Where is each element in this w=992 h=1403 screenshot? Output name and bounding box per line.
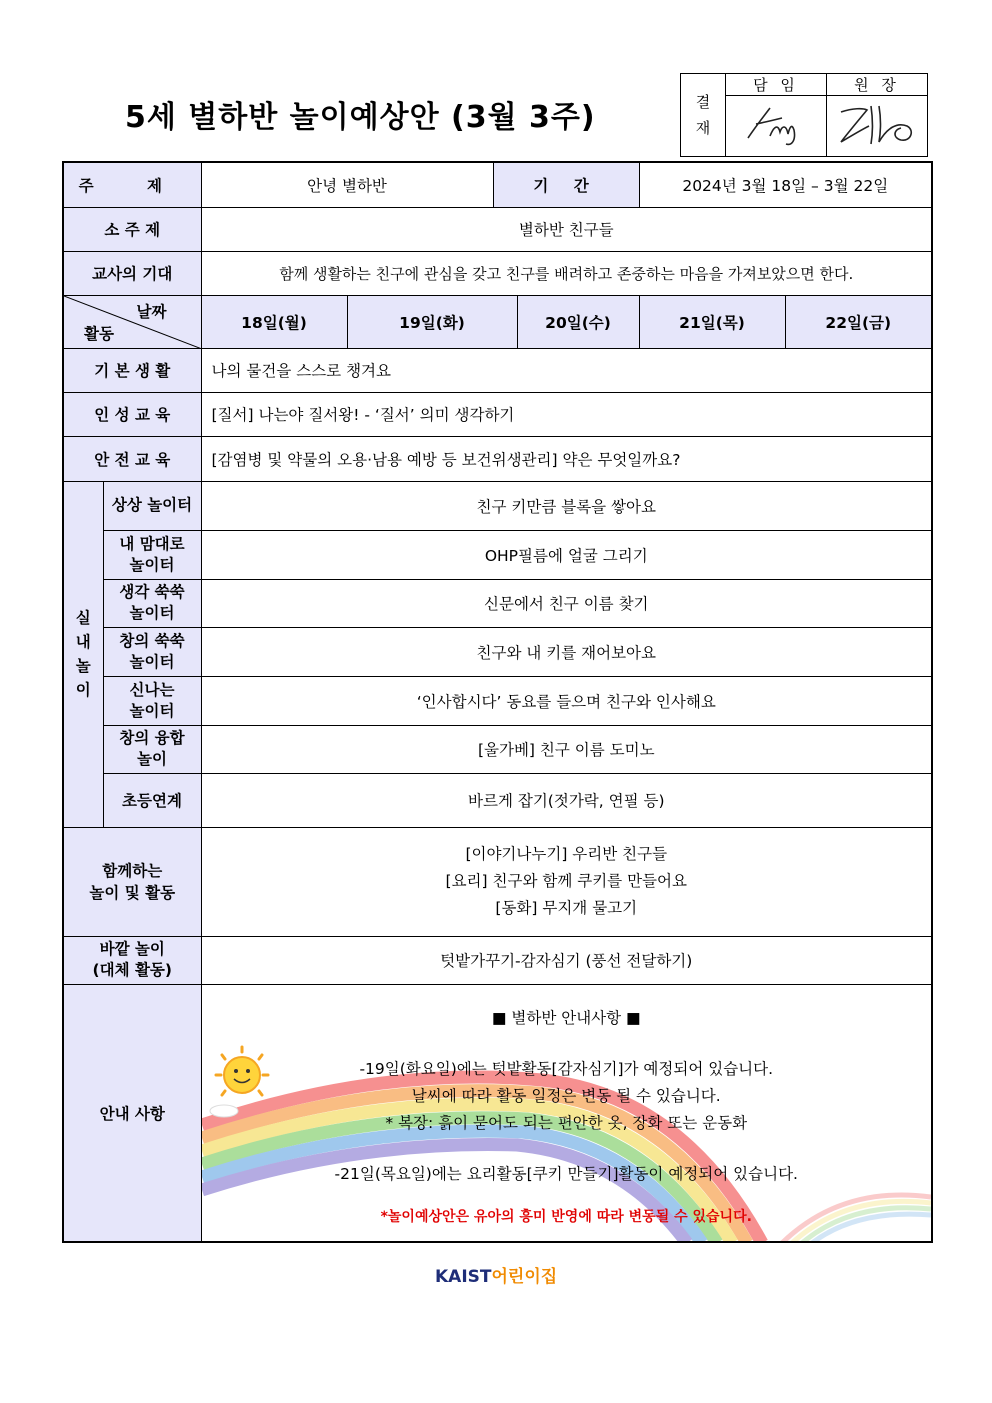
plan-table <box>62 161 933 1243</box>
day-header-tue: 19일(화) <box>347 295 517 348</box>
notice-line: * 복장: 흙이 묻어도 되는 편안한 옷, 장화 또는 운동화 <box>385 1113 748 1132</box>
activity-label: 활동 <box>84 324 114 343</box>
basic-life-label: 기 본 생 활 <box>63 348 201 392</box>
indoor-play-label: 실 내 놀 이 <box>63 481 103 827</box>
together-line: [동화] 무지개 물고기 <box>495 899 638 917</box>
indoor-item-value: 신문에서 친구 이름 찾기 <box>201 579 932 627</box>
director-header: 원 장 <box>827 74 928 96</box>
date-label: 날짜 <box>136 302 167 321</box>
period-label: 기 간 <box>493 162 639 207</box>
theme-value: 안녕 별하반 <box>201 162 493 207</box>
indoor-item-value: 바르게 잡기(젓가락, 연필 등) <box>201 773 932 827</box>
indoor-item-name: 창의 쑥쑥 놀이터 <box>103 627 201 676</box>
director-signature <box>827 96 928 157</box>
indoor-item-value: 친구와 내 키를 재어보아요 <box>201 627 932 676</box>
indoor-item-name: 창의 융합 놀이 <box>103 725 201 773</box>
safety-edu-label: 안 전 교 육 <box>63 436 201 481</box>
indoor-item-value: 친구 키만큼 블록을 쌓아요 <box>201 481 932 530</box>
date-activity-header <box>63 295 201 348</box>
character-edu-label: 인 성 교 육 <box>63 392 201 436</box>
together-line: [요리] 친구와 함께 쿠키를 만들어요 <box>445 872 687 890</box>
homeroom-header: 담 임 <box>726 74 827 96</box>
indoor-item-value: OHP필름에 얼굴 그리기 <box>201 530 932 579</box>
notice-content <box>201 984 932 1242</box>
day-header-fri: 22일(금) <box>785 295 932 348</box>
signature-image <box>726 96 826 152</box>
logo-kindergarten: 어린이집 <box>491 1267 558 1287</box>
logo-kaist: KAIST <box>435 1267 492 1287</box>
approval-label: 결 재 <box>681 74 726 157</box>
notice-warning: *놀이예상안은 유아의 흥미 반영에 따라 변동될 수 있습니다. <box>380 1208 752 1225</box>
day-header-wed: 20일(수) <box>517 295 639 348</box>
expectation-value: 함께 생활하는 친구에 관심을 갖고 친구를 배려하고 존중하는 마음을 가져보았으면 한다. <box>201 251 932 295</box>
together-line: [이야기나누기] 우리반 친구들 <box>465 845 668 863</box>
notice-line: -21일(목요일)에는 요리활동[쿠키 만들기]활동이 예정되어 있습니다. <box>334 1164 798 1183</box>
indoor-item-name: 생각 쑥쑥 놀이터 <box>103 579 201 627</box>
period-value: 2024년 3월 18일 – 3월 22일 <box>639 162 932 207</box>
indoor-item-value: ‘인사합시다’ 동요를 들으며 친구와 인사해요 <box>201 676 932 725</box>
signature-image <box>827 96 927 152</box>
kaist-kindergarten-logo <box>435 1262 557 1287</box>
indoor-item-name: 초등연계 <box>103 773 201 827</box>
notice-line: -19일(화요일)에는 텃밭활동[감자심기]가 예정되어 있습니다. <box>359 1059 774 1078</box>
together-label: 함께하는 놀이 및 활동 <box>63 827 201 936</box>
expectation-label: 교사의 기대 <box>63 251 201 295</box>
indoor-item-name: 내 맘대로 놀이터 <box>103 530 201 579</box>
indoor-item-value: [울가베] 친구 이름 도미노 <box>201 725 932 773</box>
theme-label: 주 제 <box>63 162 201 207</box>
outdoor-label: 바깥 놀이 (대체 활동) <box>63 936 201 984</box>
day-header-mon: 18일(월) <box>201 295 347 348</box>
homeroom-signature <box>726 96 827 157</box>
notice-label: 안내 사항 <box>63 984 201 1242</box>
indoor-item-name: 상상 놀이터 <box>103 481 201 530</box>
basic-life-value: 나의 물건을 스스로 챙겨요 <box>201 348 932 392</box>
subtheme-value: 별하반 친구들 <box>201 207 932 251</box>
day-header-thu: 21일(목) <box>639 295 785 348</box>
indoor-item-name: 신나는 놀이터 <box>103 676 201 725</box>
outdoor-value: 텃밭가꾸기-감자심기 (풍선 전달하기) <box>201 936 932 984</box>
character-edu-value: [질서] 나는야 질서왕! - ‘질서’ 의미 생각하기 <box>201 392 932 436</box>
page-title: 5세 별하반 놀이예상안 (3월 3주) <box>125 100 596 135</box>
notice-heading: ■ 별하반 안내사항 ■ <box>491 1008 641 1027</box>
safety-edu-value: [감염병 및 약물의 오용·남용 예방 등 보건위생관리] 약은 무엇일까요? <box>201 436 932 481</box>
approval-box <box>680 73 928 157</box>
together-activities <box>201 827 932 936</box>
subtheme-label: 소 주 제 <box>63 207 201 251</box>
notice-line: 날씨에 따라 활동 일정은 변동 될 수 있습니다. <box>411 1086 721 1105</box>
